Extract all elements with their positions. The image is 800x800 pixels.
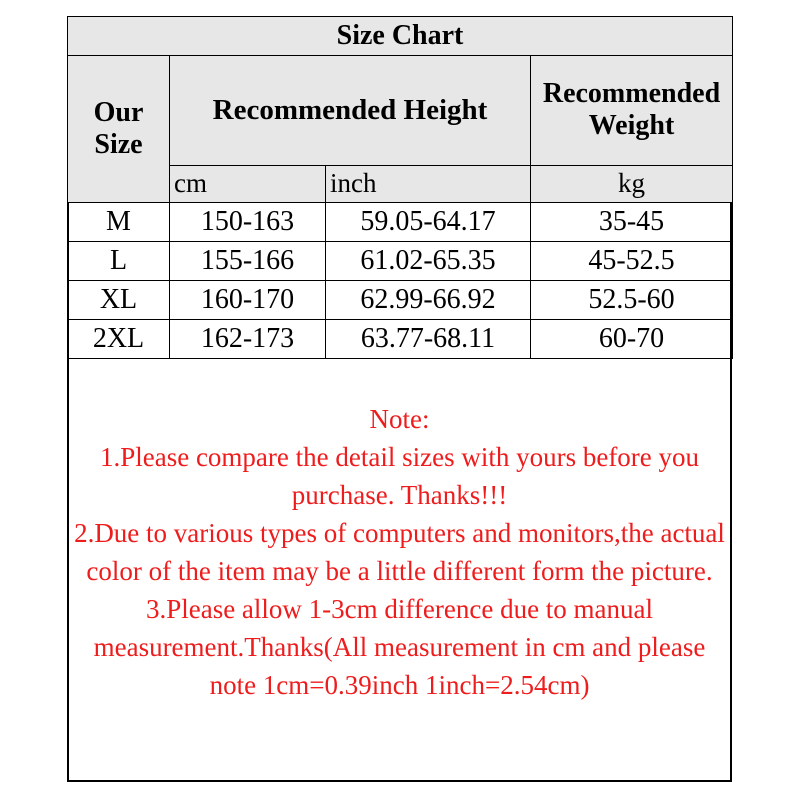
inch-cell: 62.99-66.92 xyxy=(326,281,531,320)
unit-kg: kg xyxy=(531,165,733,202)
cm-cell: 162-173 xyxy=(170,320,326,359)
table-row xyxy=(68,281,733,320)
unit-cm: cm xyxy=(170,165,326,202)
size-cell: M xyxy=(68,203,170,242)
cm-cell: 160-170 xyxy=(170,281,326,320)
size-chart-table xyxy=(67,16,733,359)
our-size-header xyxy=(68,56,170,203)
inch-cell: 59.05-64.17 xyxy=(326,203,531,242)
recommended-weight-label: Recommended Weight xyxy=(542,78,721,142)
kg-cell: 52.5-60 xyxy=(531,281,733,320)
unit-inch: inch xyxy=(326,165,531,202)
table-row xyxy=(68,242,733,281)
table-row xyxy=(68,320,733,359)
inch-cell: 61.02-65.35 xyxy=(326,242,531,281)
table-row xyxy=(68,203,733,242)
size-cell: XL xyxy=(68,281,170,320)
cm-cell: 155-166 xyxy=(170,242,326,281)
kg-cell: 45-52.5 xyxy=(531,242,733,281)
chart-title: Size Chart xyxy=(68,17,733,56)
kg-cell: 60-70 xyxy=(531,320,733,359)
size-cell: 2XL xyxy=(68,320,170,359)
recommended-weight-header xyxy=(531,56,733,166)
note-line-1: 1.Please compare the detail sizes with yours before you purchase. Thanks!!! xyxy=(99,442,700,510)
note-block xyxy=(69,400,730,704)
size-cell: L xyxy=(68,242,170,281)
kg-cell: 35-45 xyxy=(531,203,733,242)
note-line-2: 2.Due to various types of computers and monitors,the actual color of the item may be a little different form the picture. xyxy=(74,518,725,586)
cm-cell: 150-163 xyxy=(170,203,326,242)
inch-cell: 63.77-68.11 xyxy=(326,320,531,359)
note-heading: Note: xyxy=(369,404,430,434)
note-line-3: 3.Please allow 1-3cm difference due to manual measurement.Thanks(All measurement in cm and please note 1cm=0.39inch 1inch=2.54cm) xyxy=(93,594,706,700)
our-size-label: Our Size xyxy=(93,96,144,160)
recommended-height-header: Recommended Height xyxy=(170,56,531,166)
